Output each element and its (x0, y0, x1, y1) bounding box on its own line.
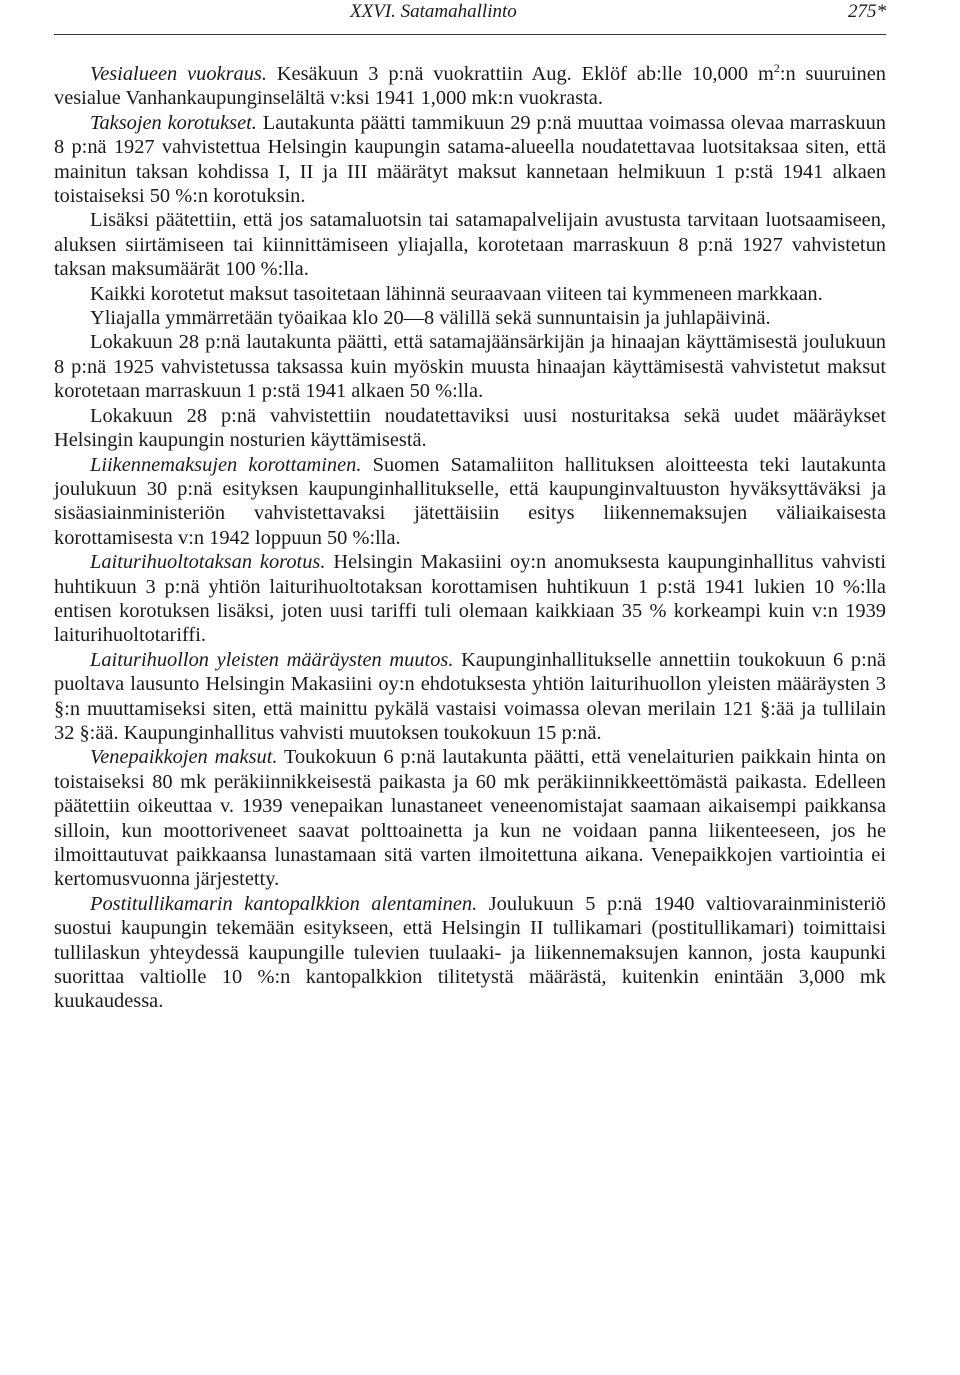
paragraph-venepaikkojen (54, 745, 886, 891)
header-rule (54, 34, 886, 35)
section-heading: Taksojen korotukset. (90, 111, 257, 134)
page-header (54, 0, 886, 30)
paragraph-text: Kaikki korotetut maksut tasoitetaan lähinnä seuraavaan viiteen tai kymmeneen markkaan. (90, 282, 823, 305)
paragraph-postitullikamarin (54, 892, 886, 1014)
section-heading: Laiturihuollon yleisten määräysten muutos. (90, 648, 454, 671)
paragraph-text: Joulukuun 5 p:nä 1940 valtiovarainministeriö suostui kaupungin tekemään esitykseen, että Helsingin II tullikamari (postitullikamari) toimittaisi tullilaskun yhteydessä kaupungille tulevien tuulaaki- ja liikennemaksujen kannon, josta kaupunki suorittaa valtiolle 10 %:n kantopalkkion tilitetystä määrästä, kuitenkin enintään 3,000 mk kuukaudessa. (54, 892, 886, 1013)
paragraph-lokakuun-28-nosturi (54, 404, 886, 453)
paragraph-text: Lokakuun 28 p:nä lautakunta päätti, että satamajäänsärkijän ja hinaajan käyttämisestä joulukuun 8 p:nä 1925 vahvistetussa taksassa kuin myöskin muusta hinaajan käyttämisestä vahvistetut maksut korotetaan marraskuun 1 p:stä 1941 alkaen 50 %:lla. (54, 331, 886, 403)
paragraph-lokakuun-28-hinaaja (54, 330, 886, 403)
section-heading: Liikennemaksujen korottaminen. (90, 453, 362, 476)
superscript: 2 (773, 61, 780, 76)
paragraph-laiturihuoltotaksan (54, 550, 886, 648)
section-heading: Laiturihuoltotaksan korotus. (90, 551, 326, 574)
page-number: 275* (848, 1, 886, 22)
paragraph-yliajalla (54, 306, 886, 330)
paragraph-text: Yliajalla ymmärretään työaikaa klo 20—8 välillä sekä sunnuntaisin ja juhlapäivinä. (90, 307, 771, 330)
paragraph-text: Helsingin Makasiini oy:n anomuksesta kaupunginhallitus vahvisti huhtikuun 3 p:nä yhtiön laiturihuoltotaksan korottamisen huhtikuun 1 p:stä 1941 lukien 10 %:lla entisen korotuksen lisäksi, joten uusi tariffi tuli olemaan kaikkiaan 35 % korkeampi kuin v:n 1939 laiturihuoltotariffi. (54, 551, 886, 647)
paragraph-text: Kaupunginhallitukselle annettiin toukokuun 6 p:nä puoltava lausunto Helsingin Makasiini oy:n ehdotuksesta yhtiön laiturihuollon yleisten määräysten 3 §:n muuttamiseksi siten, että mainittu pykälä vastaisi voimassa olevan merilain 121 §:ää ja tullilain 32 §:ää. Kaupunginhallitus vahvisti muutoksen toukokuun 15 p:nä. (54, 648, 886, 744)
paragraph-laiturihuollon (54, 648, 886, 746)
paragraph-kaikki (54, 282, 886, 306)
paragraph-vesialueen-vuokraus (54, 62, 886, 111)
section-heading: Venepaikkojen maksut. (90, 746, 278, 769)
paragraph-text: Toukokuun 6 p:nä lautakunta päätti, että venelaiturien paikkain hinta on toistaiseksi 80 mk peräkiinnikkeisestä paikasta ja 60 mk peräkiinnikkeettömästä paikasta. Edelleen päätettiin oikeuttaa v. 1939 venepaikan lunastaneet veneenomistajat saamaan aikaisempi paikkansa silloin, kun moottoriveneet saavat polttoainetta ja kun ne voidaan panna liikenteeseen, jos he ilmoittautuvat paikkaansa lunastamaan sitä varten ilmoitettuna aikana. Venepaikkojen vartiointia ei kertomusvuonna järjestetty. (54, 746, 886, 891)
section-heading: Vesialueen vuokraus. (90, 63, 267, 85)
document-body (54, 62, 886, 1014)
section-heading: Postitullikamarin kantopalkkion alentaminen. (90, 892, 478, 915)
paragraph-text: Lautakunta päätti tammikuun 29 p:nä muuttaa voimassa olevaa marraskuun 8 p:nä 1927 vahvistettua Helsingin kaupungin satama-alueella noudatettavaa luotsitaksaa siten, että mainitun taksan kohdissa I, II ja III määrätyt maksut kannetaan helmikuun 1 p:stä 1941 alkaen toistaiseksi 50 %:n korotuksin. (54, 111, 886, 208)
paragraph-liikennemaksujen (54, 453, 886, 551)
paragraph-lisaksi (54, 208, 886, 281)
paragraph-text: Suomen Satamaliiton hallituksen aloitteesta teki lautakunta joulukuun 30 p:nä esityksen kaupunginhallitukselle, että kaupunginvaltuuston hyväksyttäväksi ja sisäasiainministeriön vahvistettavaksi jätettäisiin esitys liikennemaksujen väliaikaisesta korottamisesta v:n 1942 loppuun 50 %:lla. (54, 453, 886, 549)
paragraph-text: Lisäksi päätettiin, että jos satamaluotsin tai satamapalvelijain avustusta tarvitaan luotsaamiseen, aluksen siirtämiseen tai kiinnittämiseen yliajalla, korotetaan marraskuun 8 p:nä 1927 vahvistetun taksan maksumäärät 100 %:lla. (54, 209, 886, 281)
paragraph-text: Lokakuun 28 p:nä vahvistettiin noudatettaviksi uusi nosturitaksa sekä uudet määräykset Helsingin kaupungin nosturien käyttämisestä. (54, 404, 886, 452)
paragraph-taksojen-korotukset (54, 111, 886, 209)
running-head-title: XXVI. Satamahallinto (350, 1, 517, 22)
paragraph-text: Kesäkuun 3 p:nä vuokrattiin Aug. Eklöf ab:lle 10,000 m (266, 63, 774, 85)
paragraph-text: :n suuruinen vesialue Vanhankaupunginselältä v:ksi 1941 1,000 mk:n vuokrasta. (54, 63, 886, 110)
